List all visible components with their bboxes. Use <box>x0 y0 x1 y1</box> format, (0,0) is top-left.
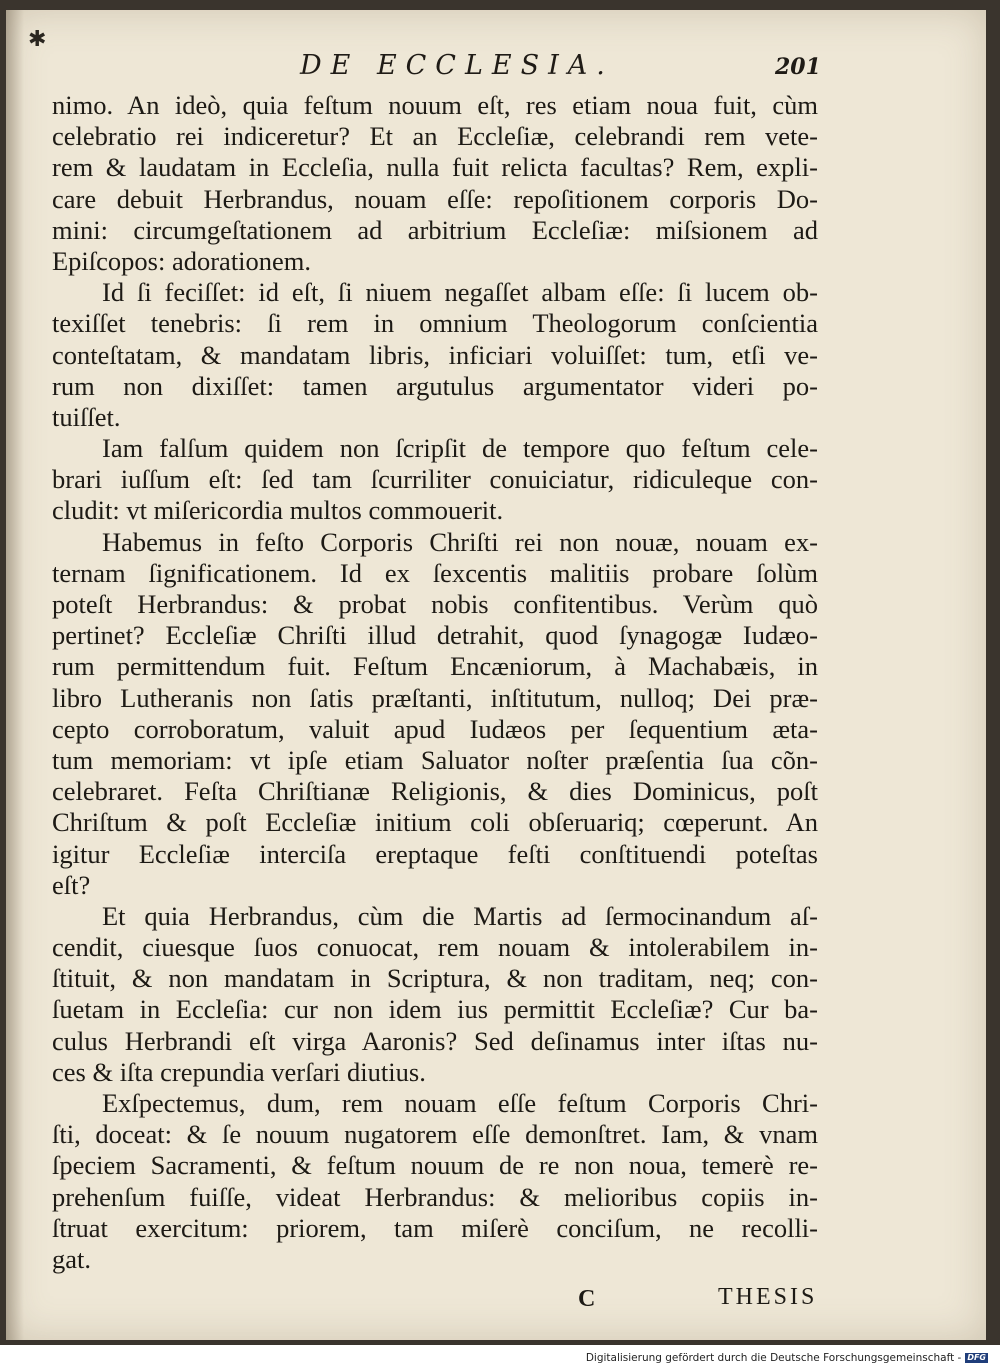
text-line: prehenſum fuiſſe, videat Herbrandus: & melioribus copiis in- <box>52 1181 818 1212</box>
page-gutter-shadow <box>6 10 24 1340</box>
text-line: nimo. An ideò, quia feſtum nouum eſt, res etiam noua fuit, cùm <box>52 90 818 120</box>
paragraph <box>52 1088 818 1275</box>
text-line: pertinet? Eccleſiæ Chriſti illud detrahit, quod ſynagogæ Iudæo- <box>52 620 818 651</box>
text-line: texiſſet tenebris: ſi rem in omnium Theologorum conſcientia <box>52 308 818 339</box>
ink-blot-icon: ✱ <box>28 27 47 52</box>
text-line: ſuetam in Eccleſia: cur non idem ius permittit Eccleſiæ? Cur ba- <box>52 994 818 1025</box>
catchword: THESIS <box>718 1284 818 1310</box>
text-line: ſtruat exercitum: priorem, tam miſerè conciſum, ne recolli- <box>52 1212 818 1243</box>
text-line: brari iuſſum eſt: ſed tam ſcurriliter conuiciatur, ridiculeque con- <box>52 464 818 495</box>
dfg-logo-icon: DFG <box>967 1353 986 1362</box>
text-line: culus Herbrandi eſt virga Aaronis? Sed deſinamus inter iſtas nu- <box>52 1025 818 1056</box>
paragraph <box>52 527 818 901</box>
text-line: rem & laudatam in Eccleſia, nulla fuit relicta facultas? Rem, expli- <box>52 152 818 183</box>
body-text <box>52 90 818 1275</box>
page-number: 201 <box>775 54 821 80</box>
text-line: Iam falſum quidem non ſcripſit de tempore quo feſtum cele- <box>102 433 818 464</box>
digitization-credit <box>586 1352 988 1364</box>
paragraph <box>52 90 818 277</box>
text-line: Chriſtum & poſt Eccleſiæ initium coli obſeruariq; cœperunt. An <box>52 807 818 838</box>
text-line: tum memoriam: vt ipſe etiam Saluator noſter præſentia ſua cõn- <box>52 744 818 775</box>
running-head: DE ECCLESIA. <box>300 50 614 81</box>
text-line: mini: circumgeſtationem ad arbitrium Eccleſiæ: miſsionem ad <box>52 214 818 245</box>
text-line: cepto corroboratum, valuit apud Iudæos per ſequentium æta- <box>52 713 818 744</box>
text-line: ſti, doceat: & ſe nouum nugatorem eſſe demonſtret. Iam, & vnam <box>52 1119 818 1150</box>
text-line: rum non dixiſſet: tamen argutulus argumentator videri po- <box>52 370 818 401</box>
text-line: eſt? <box>52 869 91 900</box>
text-line: tuiſſet. <box>52 401 121 432</box>
text-line: igitur Eccleſiæ interciſa ereptaque feſti conſtituendi poteſtas <box>52 838 818 869</box>
text-line: care debuit Herbrandus, nouam eſſe: repoſitionem corporis Do- <box>52 183 818 214</box>
text-line: libro Lutheranis non ſatis præſtanti, inſtitutum, nulloq; Dei præ- <box>52 682 818 713</box>
text-line: ternam ſignificationem. Id ex ſexcentis malitiis probare ſolùm <box>52 557 818 588</box>
signature-mark: C <box>578 1286 596 1312</box>
text-line: ſtituit, & non mandatam in Scriptura, & non traditam, neq; con- <box>52 963 818 994</box>
text-line: Et quia Herbrandus, cùm die Martis ad ſermocinandum aſ- <box>102 900 818 931</box>
text-line: celebratio rei indiceretur? Et an Eccleſiæ, celebrandi rem vete- <box>52 121 818 152</box>
text-line: Id ſi feciſſet: id eſt, ſi niuem negaſſet albam eſſe: ſi lucem ob- <box>102 277 818 308</box>
paragraph <box>52 901 818 1088</box>
text-line: ſpeciem Sacramenti, & feſtum nouum de re non noua, temerè re- <box>52 1150 818 1181</box>
text-line: cendit, ciuesque ſuos conuocat, rem nouam & intolerabilem in- <box>52 932 818 963</box>
text-line: poteſt Herbrandus: & probat nobis confitentibus. Verùm quò <box>52 589 818 619</box>
text-line: cludit: vt miſericordia multos commouerit. <box>52 495 504 526</box>
paragraph <box>52 277 818 433</box>
text-line: Epiſcopos: adorationem. <box>52 245 312 276</box>
text-line: ces & iſta crepundia verſari diutius. <box>52 1056 426 1087</box>
text-line: celebraret. Feſta Chriſtianæ Religionis, & dies Dominicus, poſt <box>52 776 818 807</box>
paragraph <box>52 433 818 527</box>
text-line: Exſpectemus, dum, rem nouam eſſe feſtum Corporis Chri- <box>102 1088 818 1118</box>
text-line: gat. <box>52 1243 91 1274</box>
credit-text: Digitalisierung gefördert durch die Deutsche Forschungsgemeinschaft - <box>585 1352 962 1364</box>
text-line: rum permittendum fuit. Feſtum Encæniorum, à Machabæis, in <box>52 651 818 682</box>
text-line: conteſtatam, & mandatam libris, inficiari voluiſſet: tum, etſi ve- <box>52 339 818 370</box>
text-line: Habemus in feſto Corporis Chriſti rei non nouæ, nouam ex- <box>102 526 818 557</box>
